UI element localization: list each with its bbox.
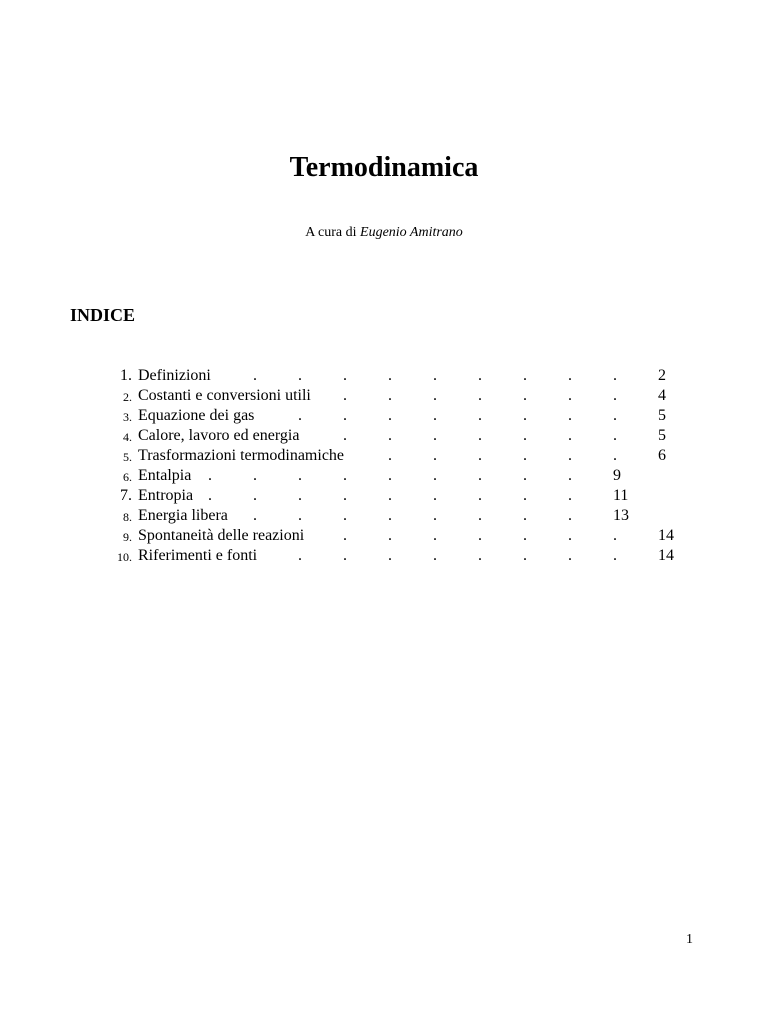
- toc-entry-label: Entalpia: [138, 467, 192, 484]
- leader-dot: .: [568, 367, 572, 384]
- leader-dot: .: [298, 407, 302, 424]
- leader-dot: .: [388, 407, 392, 424]
- toc-entry: [0, 446, 768, 466]
- toc-entry-page: 14: [658, 527, 674, 544]
- leader-dot: .: [613, 367, 617, 384]
- document-subtitle: [0, 224, 768, 242]
- toc-entry: [0, 366, 768, 386]
- toc-entry-label: Definizioni: [138, 367, 211, 384]
- leader-dot: .: [523, 387, 527, 404]
- leader-dot: .: [433, 507, 437, 524]
- leader-dot: .: [208, 487, 212, 504]
- toc-entry: [0, 466, 768, 486]
- toc-entry-number: 2.: [123, 390, 132, 404]
- leader-dot: .: [613, 447, 617, 464]
- leader-dot: .: [208, 467, 212, 484]
- leader-dot: .: [478, 367, 482, 384]
- toc-entry: [0, 486, 768, 506]
- author-name: Eugenio Amitrano: [360, 225, 463, 240]
- leader-dot: .: [613, 547, 617, 564]
- toc-entry-page: 5: [658, 427, 666, 444]
- leader-dot: .: [523, 367, 527, 384]
- toc-entry-page: 6: [658, 447, 666, 464]
- toc-entry-label: Trasformazioni termodinamiche: [138, 447, 345, 464]
- toc-entry-number: 8.: [123, 510, 132, 524]
- toc-entry: [0, 506, 768, 526]
- toc-entry-number: 7.: [120, 487, 132, 504]
- leader-dot: .: [523, 547, 527, 564]
- leader-dot: .: [478, 427, 482, 444]
- leader-dot: .: [568, 487, 572, 504]
- toc-entry-page: 14: [658, 547, 674, 564]
- leader-dot: .: [523, 467, 527, 484]
- leader-dot: .: [253, 487, 257, 504]
- leader-dot: .: [478, 547, 482, 564]
- leader-dot: .: [253, 507, 257, 524]
- leader-dot: .: [613, 427, 617, 444]
- leader-dot: .: [433, 547, 437, 564]
- toc-entry-label: Equazione dei gas: [138, 407, 255, 424]
- leader-dot: .: [433, 407, 437, 424]
- leader-dot: .: [523, 527, 527, 544]
- leader-dot: .: [388, 547, 392, 564]
- leader-dot: .: [343, 487, 347, 504]
- leader-dot: .: [478, 487, 482, 504]
- leader-dot: .: [433, 527, 437, 544]
- leader-dot: .: [298, 507, 302, 524]
- toc-entry: [0, 526, 768, 546]
- toc-entry: [0, 386, 768, 406]
- leader-dot: .: [478, 507, 482, 524]
- toc-entry-number: 1.: [120, 367, 132, 384]
- toc-entry-label: Riferimenti e fonti: [138, 547, 258, 564]
- leader-dot: .: [433, 387, 437, 404]
- leader-dot: .: [433, 447, 437, 464]
- leader-dot: .: [388, 467, 392, 484]
- leader-dot: .: [613, 407, 617, 424]
- leader-dot: .: [298, 487, 302, 504]
- toc-entry-label: Calore, lavoro ed energia: [138, 427, 300, 444]
- leader-dot: .: [298, 547, 302, 564]
- leader-dot: .: [523, 447, 527, 464]
- toc-entry-page: 9: [613, 467, 621, 484]
- leader-dot: .: [343, 527, 347, 544]
- toc-entry-page: 2: [658, 367, 666, 384]
- toc-entry-number: 9.: [123, 530, 132, 544]
- leader-dot: .: [388, 387, 392, 404]
- toc-entry: [0, 546, 768, 566]
- leader-dot: .: [388, 527, 392, 544]
- leader-dot: .: [523, 487, 527, 504]
- leader-dot: .: [433, 467, 437, 484]
- leader-dot: .: [343, 547, 347, 564]
- toc-entry-page: 5: [658, 407, 666, 424]
- leader-dot: .: [343, 507, 347, 524]
- leader-dot: .: [343, 367, 347, 384]
- leader-dot: .: [388, 367, 392, 384]
- leader-dot: .: [568, 527, 572, 544]
- leader-dot: .: [568, 387, 572, 404]
- leader-dot: .: [433, 367, 437, 384]
- toc-entry: [0, 426, 768, 446]
- leader-dot: .: [343, 427, 347, 444]
- leader-dot: .: [343, 387, 347, 404]
- leader-dot: .: [568, 547, 572, 564]
- leader-dot: .: [388, 507, 392, 524]
- leader-dot: .: [478, 527, 482, 544]
- leader-dot: .: [298, 467, 302, 484]
- toc-entry-page: 13: [613, 507, 629, 524]
- leader-dot: .: [478, 407, 482, 424]
- leader-dot: .: [613, 527, 617, 544]
- leader-dot: .: [568, 427, 572, 444]
- leader-dot: .: [253, 367, 257, 384]
- toc-entry-page: 4: [658, 387, 666, 404]
- leader-dot: .: [343, 407, 347, 424]
- leader-dot: .: [568, 447, 572, 464]
- leader-dot: .: [433, 487, 437, 504]
- toc-entry-number: 10.: [117, 550, 132, 564]
- footer-page-number: 1: [686, 932, 693, 947]
- leader-dot: .: [613, 387, 617, 404]
- leader-dot: .: [478, 387, 482, 404]
- leader-dot: .: [433, 427, 437, 444]
- leader-dot: .: [523, 407, 527, 424]
- leader-dot: .: [388, 487, 392, 504]
- document-title: Termodinamica: [289, 152, 479, 183]
- toc-entry-label: Energia libera: [138, 507, 228, 524]
- leader-dot: .: [343, 467, 347, 484]
- subtitle-prefix: A cura di: [305, 225, 357, 240]
- toc-entry-page: 11: [613, 487, 629, 504]
- index-heading: INDICE: [70, 305, 136, 325]
- leader-dot: .: [388, 427, 392, 444]
- leader-dot: .: [388, 447, 392, 464]
- leader-dot: .: [568, 407, 572, 424]
- toc-entry-label: Costanti e conversioni utili: [138, 387, 311, 404]
- leader-dot: .: [523, 427, 527, 444]
- toc-entry-number: 4.: [123, 430, 132, 444]
- leader-dot: .: [478, 467, 482, 484]
- leader-dot: .: [523, 507, 527, 524]
- toc-entry-number: 3.: [123, 410, 132, 424]
- leader-dot: .: [568, 467, 572, 484]
- leader-dot: .: [298, 367, 302, 384]
- toc-entry-number: 6.: [123, 470, 132, 484]
- leader-dot: .: [478, 447, 482, 464]
- toc-entry: [0, 406, 768, 426]
- leader-dot: .: [253, 467, 257, 484]
- toc-entry-number: 5.: [123, 450, 132, 464]
- leader-dot: .: [568, 507, 572, 524]
- toc-entry-label: Entropia: [138, 487, 194, 504]
- toc-entry-label: Spontaneità delle reazioni: [138, 527, 305, 544]
